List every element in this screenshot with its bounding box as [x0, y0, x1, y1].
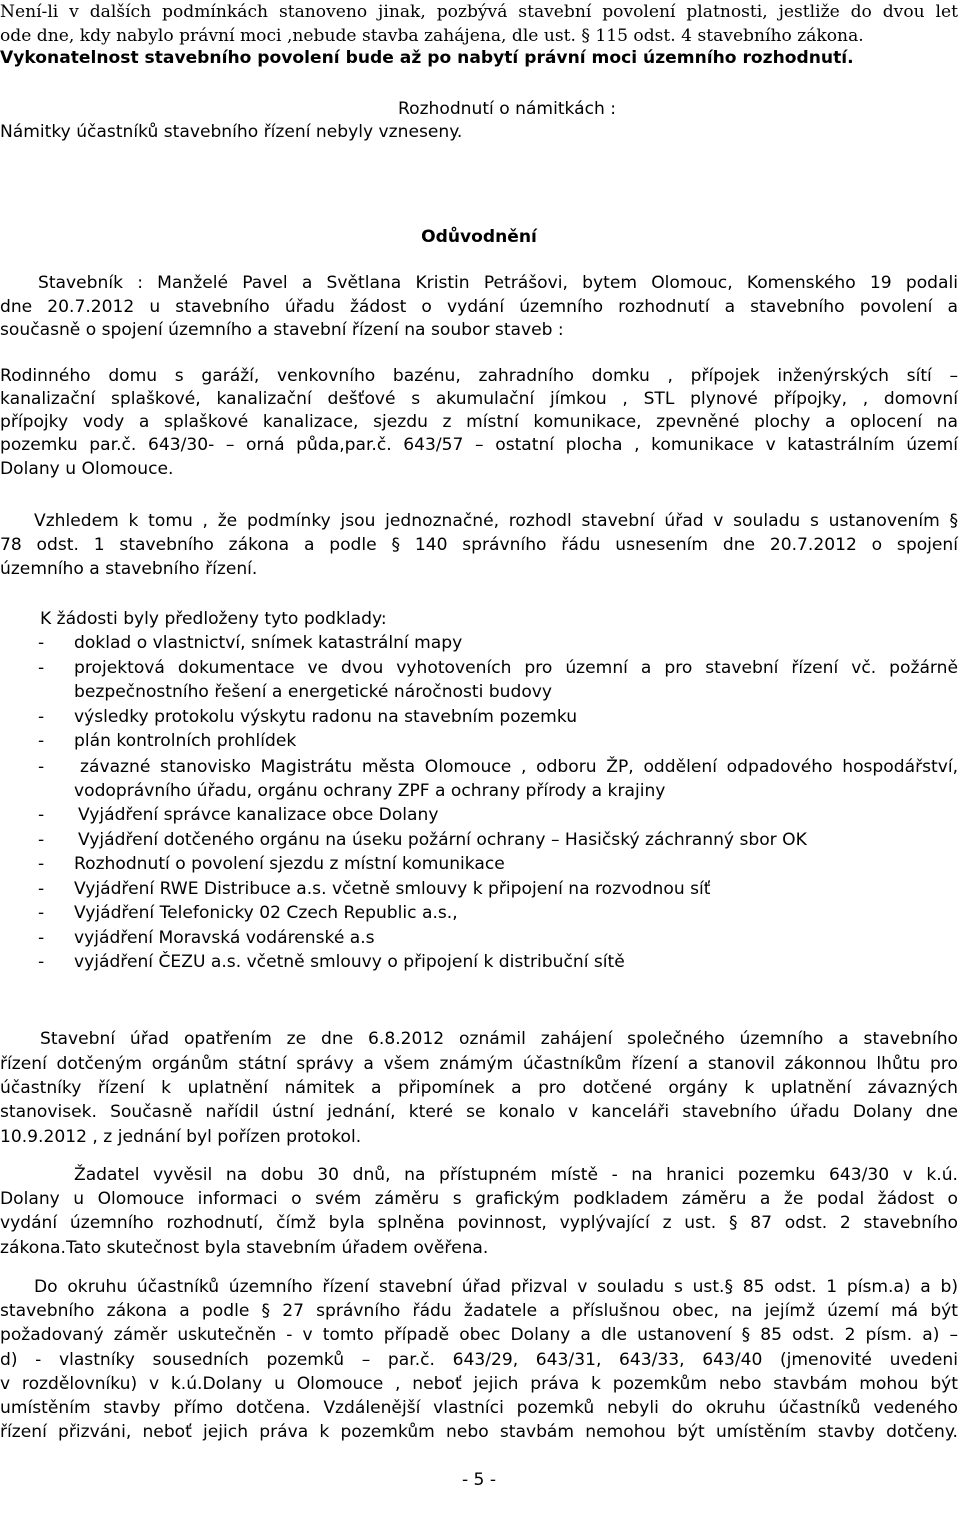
page-number: - 5 -: [461, 1470, 497, 1490]
list-item-text: doklad o vlastnictví, snímek katastrální mapy: [74, 633, 463, 653]
documents-intro: K žádosti byly předloženy tyto podklady:: [40, 609, 387, 629]
list-dash: -: [38, 903, 45, 923]
list-item-text: bezpečnostního řešení a energetické náročnosti budovy: [74, 682, 553, 702]
paragraph-line: Rodinného domu s garáží, venkovního bazénu, zahradního domku , přípojek inženýrských sítí –: [0, 366, 958, 386]
list-item-text: vyjádření Moravská vodárenské a.s: [74, 928, 375, 948]
paragraph-line: umístěním stavby přímo dotčena. Vzdálenější vlastníci pozemků nebyli do okruhu účastníků vedeného: [0, 1398, 958, 1418]
list-dash: -: [38, 731, 45, 751]
intro-line-1: Není-li v dalších podmínkách stanoveno jinak, pozbývá stavební povolení platnosti, jestliže do dvou let: [0, 2, 958, 22]
paragraph-line: Stavebník : Manželé Pavel a Světlana Kristin Petrášovi, bytem Olomouc, Komenského 19 podali: [38, 273, 958, 293]
list-item-text: vyjádření ČEZU a.s. včetně smlouvy o připojení k distribuční sítě: [74, 952, 625, 972]
list-item-text: závazné stanovisko Magistrátu města Olomouce , odboru ŽP, oddělení odpadového hospodářství,: [80, 757, 958, 777]
paragraph-line: účastníky řízení k uplatnění námitek a připomínek a pro dotčené orgány k uplatnění závazných: [0, 1078, 958, 1098]
list-item-text: Rozhodnutí o povolení sjezdu z místní komunikace: [74, 854, 505, 874]
list-item-text: výsledky protokolu výskytu radonu na stavebním pozemku: [74, 707, 578, 727]
paragraph-line: v rozdělovníku) v k.ú.Dolany u Olomouce , neboť jejich práva k pozemkům nebo stavbám mohou být: [0, 1374, 958, 1394]
list-dash: -: [38, 879, 45, 899]
paragraph-line: stanovisek. Současně nařídil ústní jednání, které se konalo v kanceláři stavebního úřadu Dolany dne: [0, 1102, 958, 1122]
paragraph-line: stavebního zákona a podle § 27 správního řádu žadatele a příslušnou obec, na jejímž území má být: [0, 1301, 958, 1321]
paragraph-line: Do okruhu účastníků územního řízení stavební úřad přizval v souladu s ust.§ 85 odst. 1 písm.a) a b): [34, 1277, 958, 1297]
paragraph-line: současně o spojení územního a stavební řízení na soubor staveb :: [0, 320, 564, 340]
list-dash: -: [38, 658, 45, 678]
paragraph-line: Žadatel vyvěsil na dobu 30 dnů, na přístupném místě - na hranici pozemku 643/30 v k.ú.: [74, 1165, 958, 1185]
paragraph-line: vydání územního rozhodnutí, čímž byla splněna povinnost, vyplývající z ust. § 87 odst. 2 stavebního: [0, 1213, 958, 1233]
paragraph-line: přípojky vody a splaškové kanalizace, sjezdu z místní komunikace, zpevněné plochy a oplocení na: [0, 412, 958, 432]
list-item-text: plán kontrolních prohlídek: [74, 731, 297, 751]
paragraph-line: zákona.Tato skutečnost byla stavebním úřadem ověřena.: [0, 1238, 489, 1258]
objections-heading: Rozhodnutí o námitkách :: [398, 99, 617, 119]
paragraph-line: Vzhledem k tomu , že podmínky jsou jednoznačné, rozhodl stavební úřad v souladu s ustanovením §: [34, 511, 958, 531]
list-dash: -: [38, 805, 45, 825]
paragraph-line: dne 20.7.2012 u stavebního úřadu žádost o vydání územního rozhodnutí a stavebního povolení a: [0, 297, 958, 317]
paragraph-line: Dolany u Olomouce informaci o svém záměru s grafickým podkladem záměru a že podal žádost o: [0, 1189, 958, 1209]
justification-heading: Odůvodnění: [421, 227, 537, 247]
paragraph-line: kanalizační splaškové, kanalizační dešťové s akumulační jímkou , STL plynové přípojky, , domovní: [0, 389, 958, 409]
list-dash: -: [38, 854, 45, 874]
list-item-text: projektová dokumentace ve dvou vyhotoveních pro územní a pro stavební řízení vč. požárně: [74, 658, 958, 678]
paragraph-line: územního a stavebního řízení.: [0, 559, 258, 579]
list-dash: -: [38, 757, 45, 777]
objections-text: Námitky účastníků stavebního řízení nebyly vzneseny.: [0, 122, 463, 142]
paragraph-line: Stavební úřad opatřením ze dne 6.8.2012 oznámil zahájení společného územního a stavebního: [40, 1029, 958, 1049]
paragraph-line: Dolany u Olomouce.: [0, 459, 174, 479]
paragraph-line: pozemku par.č. 643/30- – orná půda,par.č. 643/57 – ostatní plocha , komunikace v katastrálním území: [0, 435, 958, 455]
list-item-text: Vyjádření Telefonicky 02 Czech Republic a.s.,: [74, 903, 458, 923]
intro-line-2: ode dne, kdy nabylo právní moci ,nebude stavba zahájena, dle ust. § 115 odst. 4 stavebního zákona.: [0, 26, 864, 46]
paragraph-line: řízení přizváni, neboť jejich práva k pozemkům nebo stavbám nemohou být umístěním stavby dotčeny.: [0, 1422, 958, 1442]
paragraph-line: 10.9.2012 , z jednání byl pořízen protokol.: [0, 1127, 362, 1147]
list-dash: -: [38, 633, 45, 653]
list-item-text: Vyjádření dotčeného orgánu na úseku požární ochrany – Hasičský záchranný sbor OK: [78, 830, 807, 850]
paragraph-line: řízení dotčeným orgánům státní správy a všem známým účastníkům řízení a stanovil zákonnou lhůtu pro: [0, 1054, 958, 1074]
list-item-text: Vyjádření RWE Distribuce a.s. včetně smlouvy k připojení na rozvodnou síť: [74, 879, 711, 899]
paragraph-line: d) - vlastníky sousedních pozemků – par.č. 643/29, 643/31, 643/33, 643/40 (jmenovité uvedeni: [0, 1350, 958, 1370]
list-item-text: vodoprávního úřadu, orgánu ochrany ZPF a ochrany přírody a krajiny: [74, 781, 666, 801]
list-dash: -: [38, 952, 45, 972]
list-dash: -: [38, 928, 45, 948]
list-dash: -: [38, 707, 45, 727]
paragraph-line: požadovaný záměr uskutečněn - v tomto případě obec Dolany a dle ustanovení § 85 odst. 2 písm. a) –: [0, 1325, 958, 1345]
list-dash: -: [38, 830, 45, 850]
enforceability-note: Vykonatelnost stavebního povolení bude až po nabytí právní moci územního rozhodnutí.: [0, 48, 854, 68]
list-item-text: Vyjádření správce kanalizace obce Dolany: [78, 805, 439, 825]
paragraph-line: 78 odst. 1 stavebního zákona a podle § 140 správního řádu usnesením dne 20.7.2012 o spojení: [0, 535, 958, 555]
